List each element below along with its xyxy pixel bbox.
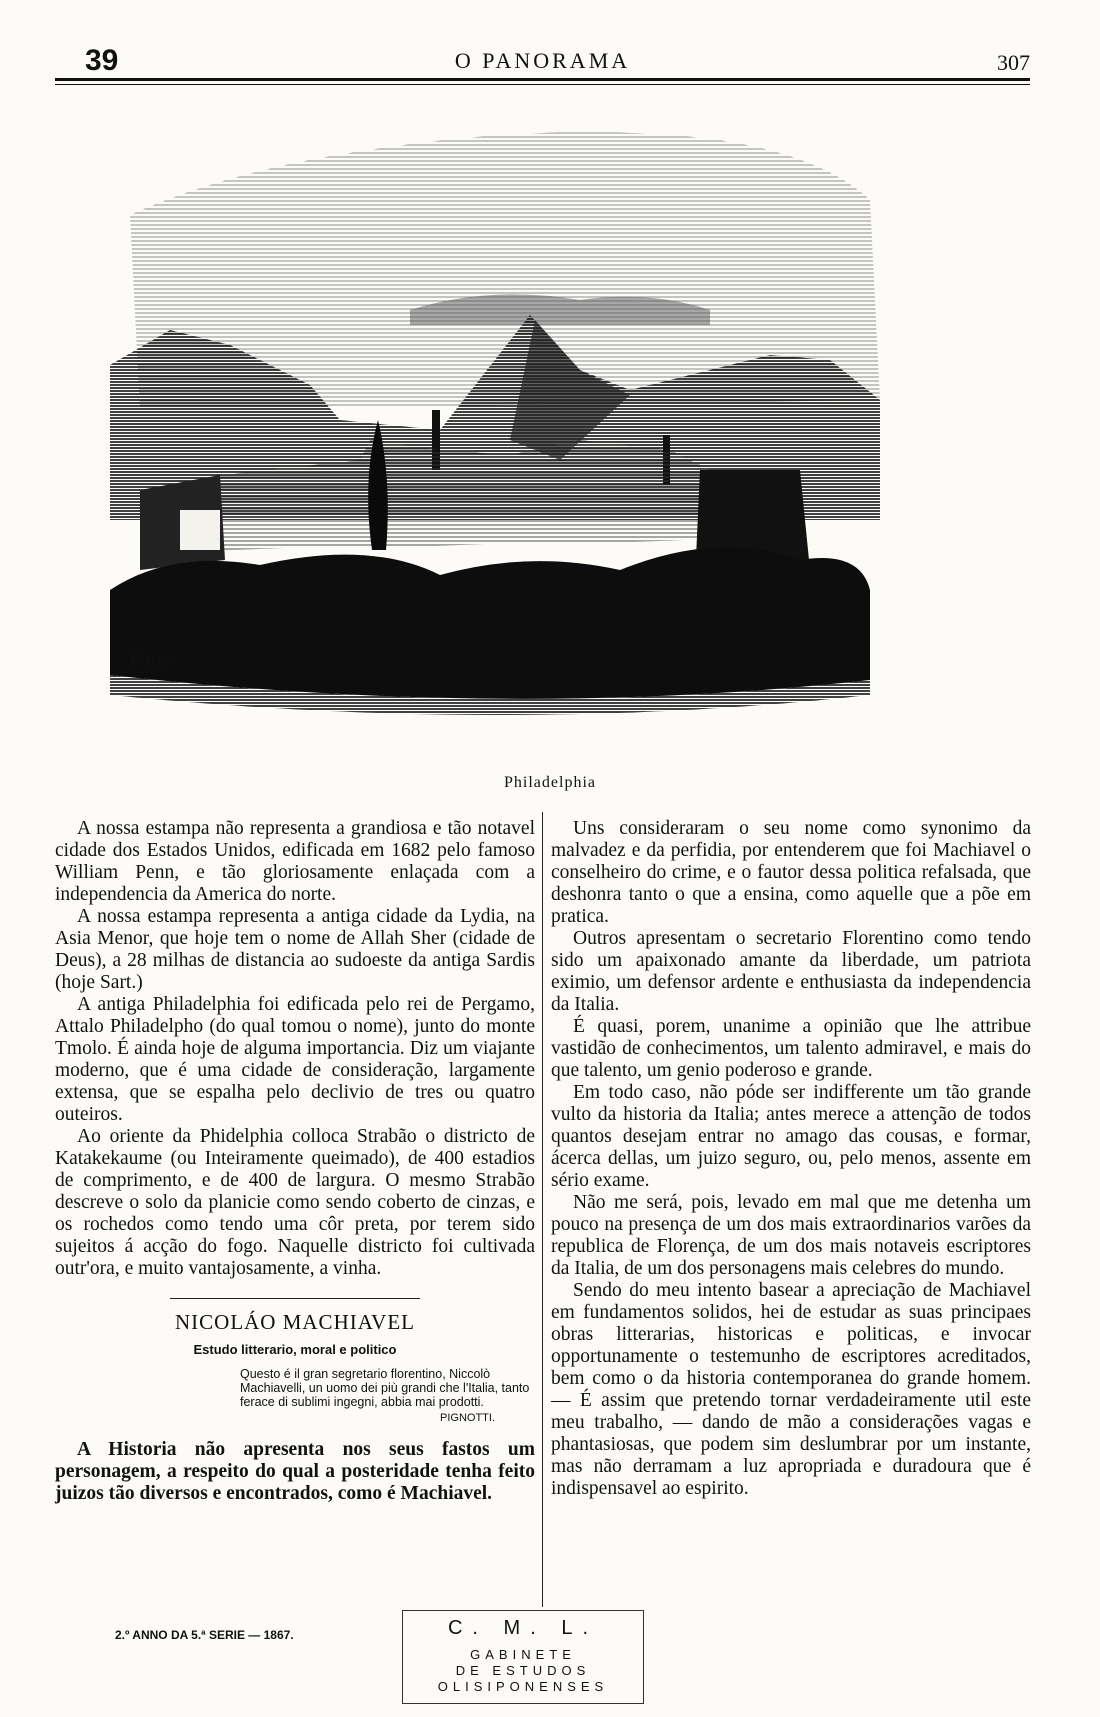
- foreground-foliage: [110, 547, 870, 699]
- page-number: 307: [997, 50, 1030, 75]
- series-note: 2.º ANNO DA 5.ª SERIE — 1867.: [115, 1628, 294, 1642]
- stamp-lines: [403, 1647, 643, 1695]
- engraver-signature: Pastor: [130, 649, 179, 669]
- paragraph: Uns consideraram o seu nome como synonimo da malvadez e da perfidia, por entenderem que foi Machiavel o conselheiro do crime, e o fautor dessa politica refalsada, que deshonra tanto o que a ensina, como aquelle que a põe em pratica.: [551, 818, 1031, 927]
- article-subtitle: Estudo litterario, moral e politico: [193, 1342, 397, 1357]
- paragraph: Ao oriente da Phidelphia colloca Strabão o districto de Katakekaume (ou Inteiramente queimado), de 400 estadios de comprimento, e de 400 de largura. O mesmo Strabão descreve o solo da planicie como sendo coberto de cinzas, e os rochedos como tendo uma côr preta, por terem sido sujeitos á acção do fogo. Naquelle districto foi cultivada outr'ora, e muito vantajosamente, a vinha.: [55, 1126, 535, 1279]
- page-header: [55, 40, 1030, 76]
- article-first-paragraph: A Historia não apresenta nos seus fastos um personagem, a respeito do qual a posteridade tenha feito juizos tão diversos e encontrados, como é Machiavel.: [55, 1439, 535, 1504]
- paragraph: Sendo do meu intento basear a apreciação de Machiavel em fundamentos solidos, hei de estudar as suas principaes obras litterarias, historicas e politicas, e invocar opportunamente o testemunho de escriptores acreditados, bem como o da historia contemporanea do grande homem. — É assim que pretendo tornar verdadeiramente util este meu trabalho, — dando de mão a considerações vagas e phantasiosas, que podem sim deslumbrar por um instante, mas não derramam a luz apropriada e duradoura que é indispensavel ao espirito.: [551, 1280, 1031, 1499]
- epigraph: [240, 1367, 535, 1425]
- publication-title: O PANORAMA: [454, 48, 631, 73]
- issue-number: 39: [85, 44, 119, 77]
- left-column: [55, 818, 535, 1505]
- stamp-line-4: OLISIPONENSES: [437, 1679, 609, 1694]
- paragraph: É quasi, porem, unanime a opinião que lhe attribue vastidão de conhecimentos, um talento admiravel, e mais do que talento, um genio poderoso e grande.: [551, 1016, 1031, 1081]
- ruin-arch: [180, 510, 220, 550]
- paragraph: A antiga Philadelphia foi edificada pelo rei de Pergamo, Attalo Philadelpho (do qual tomou o nome), junto do monte Tmolo. É ainda hoje de alguma importancia. Diz um viajante moderno, que é uma cidade de consideração, largamente extensa, que se espalha pelo declivio de tres ou quatro outeiros.: [55, 994, 535, 1125]
- section-separator: [170, 1298, 420, 1299]
- paragraph: A nossa estampa não representa a grandiosa e tão notavel cidade dos Estados Unidos, edificada em 1682 pelo famoso William Penn, e tão gloriosamente enlaçada com a independencia da America do norte.: [55, 818, 535, 905]
- figure-caption: Philadelphia: [504, 774, 596, 791]
- paragraph: Outros apresentam o secretario Florentino como tendo sido um apaixonado amante da liberdade, um patriota eximio, um defensor ardente e enthusiasta da independencia da Italia.: [551, 928, 1031, 1015]
- epigraph-author: PIGNOTTI.: [440, 1412, 495, 1424]
- paragraph: Não me será, pois, levado em mal que me detenha um pouco na presença de um dos mais extraordinarios varões da republica de Florença, de um dos mais notaveis escriptores da Italia, de um dos personagens mais celebres do mundo.: [551, 1192, 1031, 1279]
- engraving-philadelphia: [110, 120, 970, 760]
- stamp-line-3: DE ESTUDOS: [455, 1663, 591, 1678]
- header-rule-thin: [55, 84, 1030, 85]
- epigraph-text: Questo é il gran segretario florentino, Niccolò Machiavelli, un uomo dei più grandi che l'Italia, tanto ferace di sublimi ingegni, abbia mai prodotti.: [240, 1367, 530, 1409]
- stamp-line-2: GABINETE: [470, 1647, 576, 1662]
- paragraph: A nossa estampa representa a antiga cidade da Lydia, na Asia Menor, que hoje tem o nome de Allah Sher (cidade de Deus), a 28 milhas de distancia ao sudoeste da antiga Sardis (hoje Sart.): [55, 906, 535, 993]
- header-rule-thick: [55, 78, 1030, 81]
- stamp-line-1: C. M. L.: [447, 1617, 598, 1639]
- column-divider: [542, 812, 543, 1607]
- paragraph: Em todo caso, não póde ser indifferente um tão grande vulto da historia da Italia; antes merece a attenção de todos quantos desejam entrar no amago das cousas, e formar, ácerca dellas, um juizo seguro, ou, pelo menos, assente em sério exame.: [551, 1082, 1031, 1191]
- library-stamp: [402, 1610, 644, 1704]
- article-title: NICOLÁO MACHIAVEL: [174, 1310, 416, 1334]
- right-column: [551, 818, 1031, 1500]
